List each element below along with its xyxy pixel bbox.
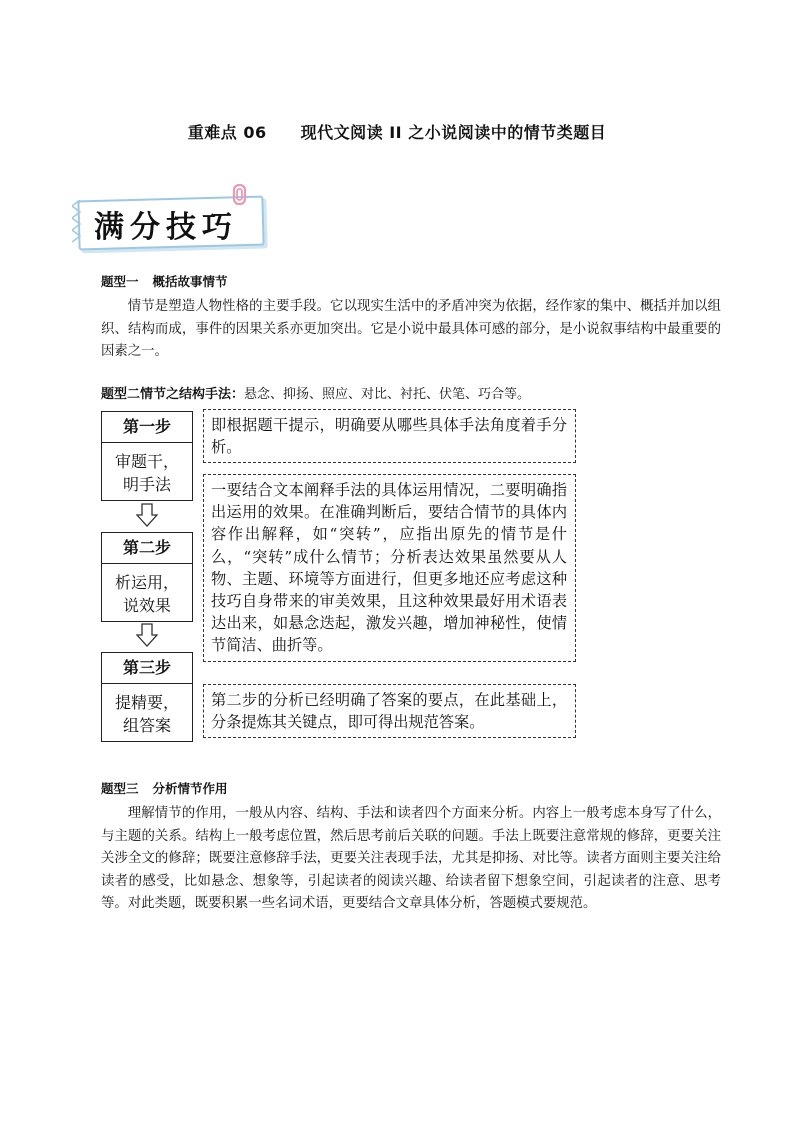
step-line: 组答案 bbox=[122, 716, 171, 735]
page-title bbox=[0, 120, 794, 143]
title-text: 现代文阅读 II 之小说阅读中的情节类题目 bbox=[300, 123, 607, 142]
down-arrow-icon bbox=[136, 623, 158, 647]
type2-label: 题型二情节之结构手法： bbox=[101, 387, 245, 402]
step-detail-1: 即根据题干提示，明确要从哪些具体手法角度着手分析。 bbox=[203, 409, 576, 463]
type1-body bbox=[101, 296, 721, 364]
type1-label: 题型一 bbox=[101, 274, 139, 289]
step-line: 审题干， bbox=[114, 452, 179, 471]
step-box-3 bbox=[101, 652, 193, 742]
step-line: 明手法 bbox=[122, 475, 171, 494]
step-line: 说效果 bbox=[122, 596, 171, 615]
section-banner bbox=[72, 186, 268, 248]
type1-name: 概括故事情节 bbox=[152, 274, 228, 289]
type3-name: 分析情节作用 bbox=[152, 781, 228, 796]
step-header: 第三步 bbox=[102, 653, 192, 684]
type2-methods: 悬念、抑扬、照应、对比、衬托、伏笔、巧合等。 bbox=[244, 387, 531, 402]
type1-heading bbox=[101, 272, 228, 290]
step-line: 提精要， bbox=[114, 693, 179, 712]
down-arrow-icon bbox=[136, 503, 158, 527]
type3-label: 题型三 bbox=[101, 781, 139, 796]
banner-text: 满分技巧 bbox=[94, 210, 238, 245]
step-detail-3: 第二步的分析已经明确了答案的要点，在此基础上，分条提炼其关键点，即可得出规范答案。 bbox=[203, 684, 576, 738]
type3-body bbox=[101, 803, 721, 916]
title-code: 重难点 06 bbox=[187, 123, 267, 142]
type1-paragraph: 情节是塑造人物性格的主要手段。它以现实生活中的矛盾冲突为依据，经作家的集中、概括并加以组织、结构而成，事件的因果关系亦更加突出。它是小说中最具体可感的部分，是小说叙事结构中最重要的因素之一。 bbox=[101, 299, 721, 359]
step-line: 析运用， bbox=[114, 573, 179, 592]
banner-notch-icon bbox=[72, 200, 82, 244]
step-header: 第一步 bbox=[102, 412, 192, 443]
step-detail-2: 一要结合文本阐释手法的具体运用情况，二要明确指出运用的效果。在准确判断后，要结合情节的具体内容作出解释，如“突转”，应指出原先的情节是什么，“突转”成什么情节；分析表达效果虽然要从人物、主题、环境等方面进行，但更多地还应考虑这种技巧自身带来的审美效果，且这种效果最好用术语表达出来，如悬念迭起，激发兴趣，增加神秘性，使情节简洁、曲折等。 bbox=[203, 474, 576, 662]
step-box-1 bbox=[101, 411, 193, 501]
type3-paragraph: 理解情节的作用，一般从内容、结构、手法和读者四个方面来分析。内容上一般考虑本身写了什么，与主题的关系。结构上一般考虑位置，然后思考前后关联的问题。手法上既要注意常规的修辞，更要关注关涉全文的修辞；既要注意修辞手法，更要关注表现手法，尤其是抑扬、对比等。读者方面则主要关注给读者的感受，比如悬念、想象等，引起读者的阅读兴趣、给读者留下想象空间，引起读者的注意、思考等。对此类题，既要积累一些名词术语，更要结合文章具体分析，答题模式要规范。 bbox=[101, 806, 721, 911]
type2-heading bbox=[101, 383, 530, 402]
type3-heading bbox=[101, 779, 228, 797]
step-box-2 bbox=[101, 532, 193, 622]
step-header: 第二步 bbox=[102, 533, 192, 564]
